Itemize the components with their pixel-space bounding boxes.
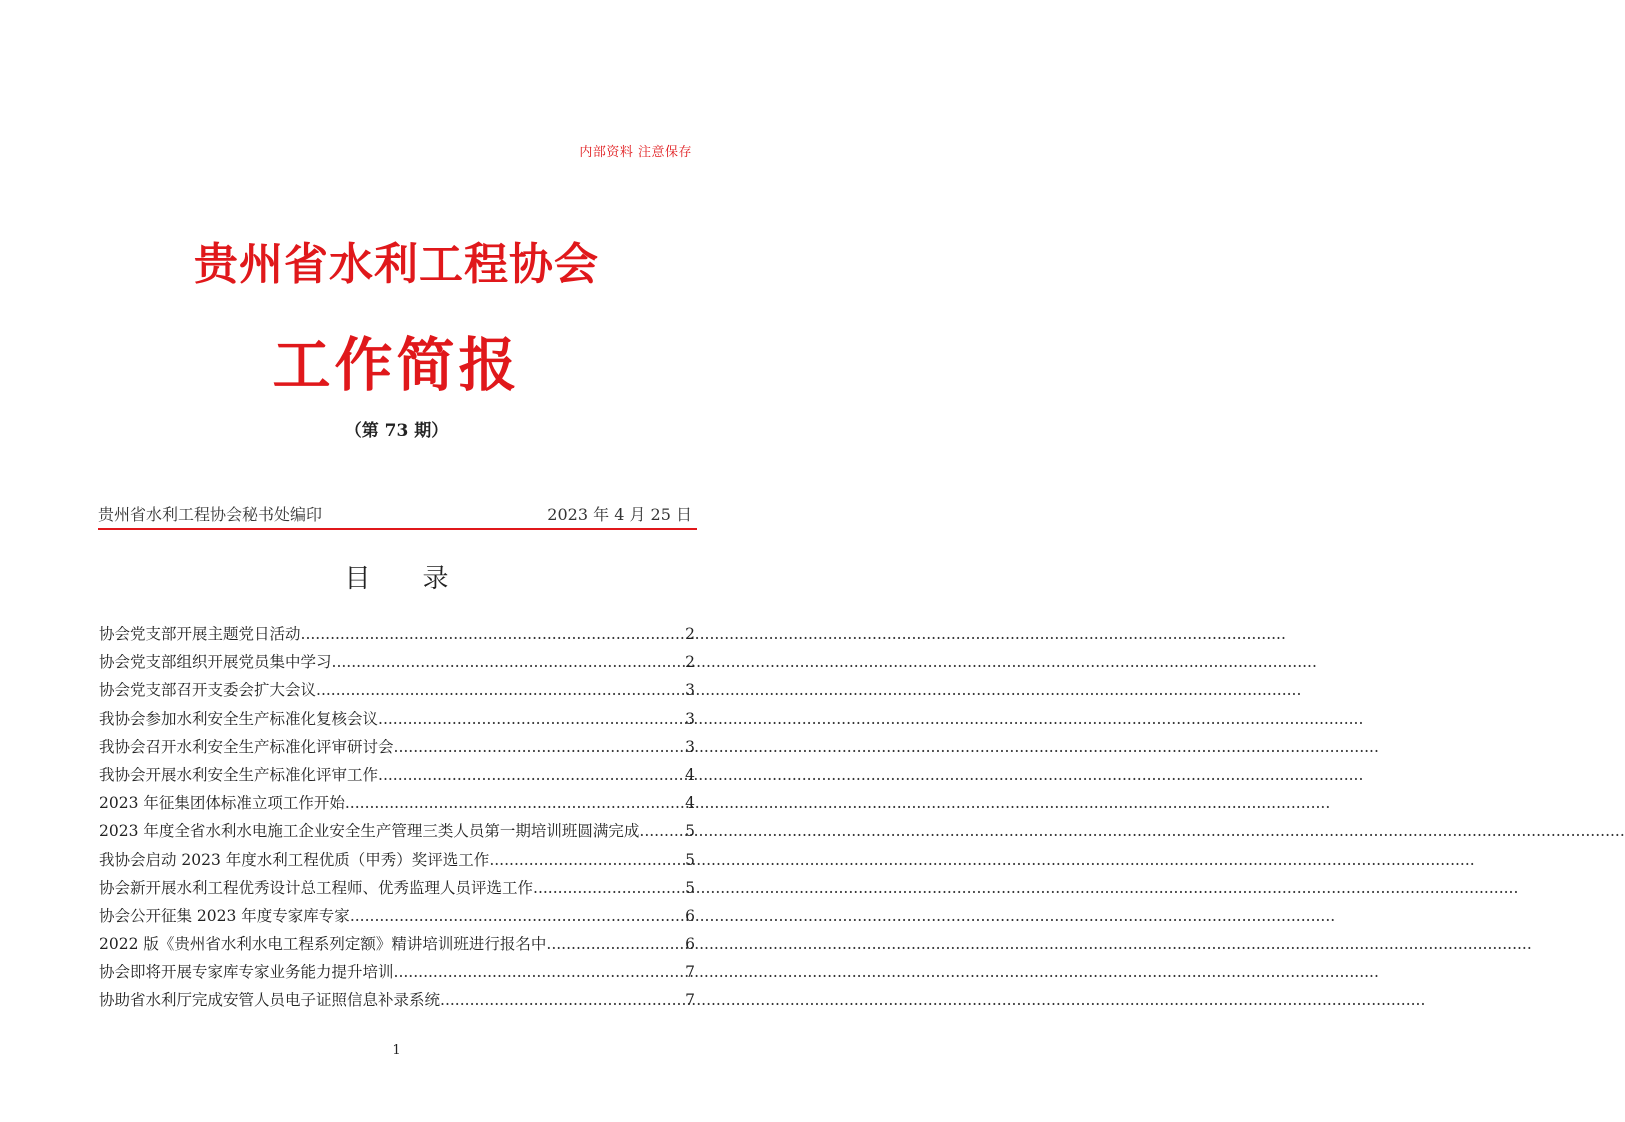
toc-entry-page: 4 (685, 794, 695, 813)
toc-entry-title: 协会即将开展专家库专家业务能力提升培训 (99, 963, 394, 982)
toc-entry-title: 协会党支部召开支委会扩大会议 (99, 681, 317, 700)
toc-entry-title: 我协会开展水利安全生产标准化评审工作 (99, 765, 379, 784)
toc-entry-page: 6 (685, 935, 695, 954)
page-number: 1 (392, 1043, 401, 1058)
toc-entry-page: 7 (685, 963, 695, 982)
toc-entry-page: 5 (685, 822, 695, 841)
toc-entry[interactable] (99, 876, 695, 904)
toc-dot-leader (394, 963, 685, 981)
toc-entry-page: 2 (685, 625, 695, 643)
toc-entry-title: 我协会召开水利安全生产标准化评审研讨会 (99, 737, 394, 756)
toc-entry[interactable] (99, 650, 695, 678)
toc-entry-page: 6 (685, 906, 695, 925)
toc-entry[interactable] (99, 848, 695, 876)
toc-dot-leader (546, 935, 684, 953)
confidential-note: 内部资料 注意保存 (579, 145, 692, 160)
issue-number: （第 73 期） (344, 421, 449, 441)
toc-entry-title: 我协会启动 2023 年度水利工程优质（甲秀）奖评选工作 (99, 850, 490, 869)
toc-entry[interactable] (99, 960, 695, 988)
toc-entry-page: 2 (685, 653, 695, 672)
toc-entry-title: 协助省水利厅完成安管人员电子证照信息补录系统 (99, 991, 441, 1010)
toc-entry[interactable] (99, 932, 695, 960)
red-divider (98, 528, 697, 530)
table-of-contents (99, 622, 695, 1017)
toc-entry[interactable] (99, 988, 695, 1016)
toc-entry-title: 我协会参加水利安全生产标准化复核会议 (99, 709, 379, 728)
toc-entry-title: 协会党支部组织开展党员集中学习 (99, 653, 332, 672)
toc-heading-part1: 目 (344, 564, 371, 594)
toc-entry-page: 3 (685, 709, 695, 728)
toc-entry[interactable] (99, 678, 695, 706)
toc-entry-page: 7 (685, 991, 695, 1010)
toc-entry-title: 2022 版《贵州省水利水电工程系列定额》精讲培训班进行报名中 (99, 935, 547, 954)
toc-dot-leader (345, 794, 684, 812)
toc-entry-title: 2023 年征集团体标准立项工作开始 (99, 794, 345, 813)
toc-entry-page: 5 (685, 850, 695, 869)
toc-entry[interactable] (99, 791, 695, 819)
toc-entry[interactable] (99, 735, 695, 763)
toc-heading-part2: 录 (422, 564, 449, 594)
toc-entry-page: 4 (685, 765, 695, 784)
toc-entry-page: 3 (685, 681, 695, 700)
toc-dot-leader (394, 738, 685, 756)
toc-entry[interactable] (99, 763, 695, 791)
meta-row (98, 502, 692, 525)
toc-dot-leader (316, 681, 684, 699)
toc-entry-title: 协会公开征集 2023 年度专家库专家 (99, 906, 350, 925)
toc-dot-leader (639, 822, 684, 840)
toc-entry[interactable] (99, 819, 695, 847)
toc-dot-leader (350, 907, 684, 925)
publish-date: 2023 年 4 月 25 日 (547, 505, 692, 524)
toc-dot-leader (533, 879, 684, 897)
toc-dot-leader (301, 625, 685, 643)
toc-dot-leader (378, 710, 684, 728)
publication-title: 工作简报 (272, 331, 521, 399)
toc-entry[interactable] (99, 707, 695, 735)
toc-entry-title: 协会新开展水利工程优秀设计总工程师、优秀监理人员评选工作 (99, 878, 534, 897)
toc-dot-leader (440, 991, 684, 1009)
toc-entry-title: 2023 年度全省水利水电施工企业安全生产管理三类人员第一期培训班圆满完成 (99, 822, 640, 841)
organization-title: 贵州省水利工程协会 (194, 239, 599, 290)
toc-entry-page: 5 (685, 878, 695, 897)
toc-entry[interactable] (99, 622, 695, 650)
toc-entry-title: 协会党支部开展主题党日活动 (99, 625, 301, 643)
toc-dot-leader (378, 766, 684, 784)
toc-heading (0, 558, 793, 595)
toc-dot-leader (332, 653, 685, 671)
toc-dot-leader (489, 851, 684, 869)
toc-entry-page: 3 (685, 737, 695, 756)
toc-entry[interactable] (99, 904, 695, 932)
editor-line: 贵州省水利工程协会秘书处编印 (98, 505, 323, 524)
